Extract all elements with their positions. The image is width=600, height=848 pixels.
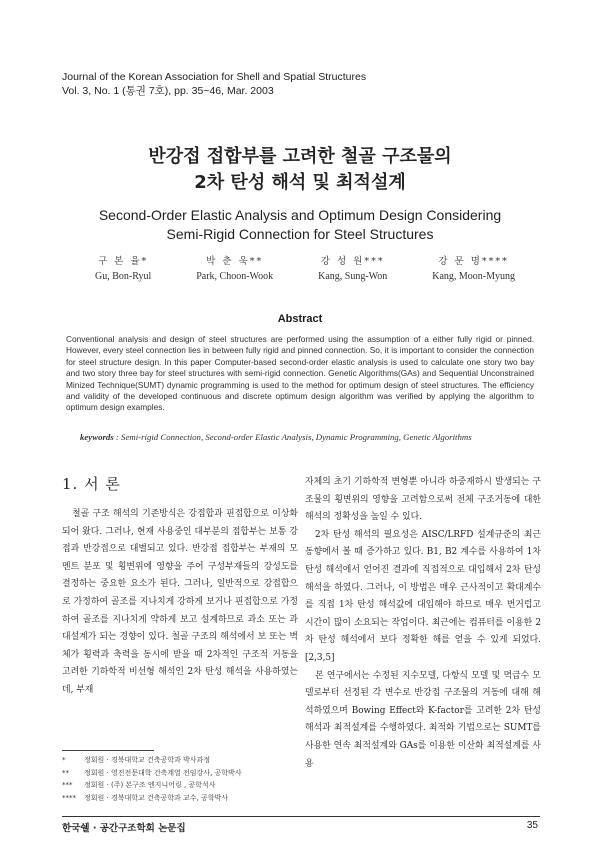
- body-paragraph-continued: 자체의 초기 기하학적 변형뿐 아니라 하중재하시 발생되는 구조물의 횡변위의 영향을 고려함으로써 전체 구조거동에 대한 해석의 정확성을 높일 수 있다.: [305, 477, 541, 523]
- footnote-divider: [62, 750, 154, 751]
- author-name-korean: 구 본 율*: [97, 256, 149, 267]
- body-paragraph: 본 연구에서는 수정된 지수모델, 다항식 모델 및 멱급수 모델로부터 선정된 각 변수로 반강접 구조물의 거동에 대해 해석하였으며 Bowing Effect와 K-factor를 고려한 2차 탄성 해석과 최적설계를 수행하였다. 최적화 기법으로는 SUMT를 사용한 연속 최적설계와 GAs를 이용한 이산화 최적설계를 사용: [305, 670, 541, 769]
- body-column-left: [62, 472, 298, 700]
- footnote-mark: **: [62, 768, 69, 777]
- author-list: [95, 254, 515, 284]
- author-name-korean: 박 춘 욱**: [206, 256, 264, 267]
- journal-name: Journal of the Korean Association for Shell and Spatial Structures: [62, 71, 367, 83]
- abstract-text: Conventional analysis and design of steel structures are performed using the assumption of a either fully rigid or pinned. However, every steel connection lies in between fully rigid and pinned connection. So, it is important to consider the connection for steel structure design. In this paper Computer-based second-order elastic analysis is used to calculate one story two bay and two story three bay for steel structures with semi-rigid connection. Genetic Algorithms(GAs) and Sequential Unconstrained Minized Technique(SUMT) dynamic programming is used to the method for optimum design of steel structures. The efficiency and validity of the developed continuous and discrete optimum design algorithm was verified by applying the algorithm to optimum design examples.: [66, 334, 534, 413]
- title-korean: [0, 144, 600, 196]
- author: [95, 254, 151, 284]
- footnote-text: 정회원 · 경북대학교 건축공학과 박사과정: [84, 756, 211, 764]
- title-english: [0, 206, 600, 244]
- footnote-text: 정회원 · 경북대학교 건축공학과 교수, 공학박사: [84, 793, 229, 802]
- footnote: [62, 754, 302, 767]
- body-column-right: [305, 474, 541, 773]
- footnotes: [62, 754, 302, 804]
- author: [196, 254, 273, 284]
- footer-rule: [62, 816, 540, 817]
- author-name-korean: 강 성 원***: [320, 256, 385, 267]
- author: [432, 254, 515, 284]
- footnote-mark: *: [62, 756, 66, 764]
- keywords: [80, 431, 540, 443]
- author: [318, 254, 387, 284]
- author-name-korean: 강 문 명****: [438, 256, 509, 267]
- journal-volume: Vol. 3, No. 1 (통권 7호), pp. 35~46, Mar. 2003: [62, 85, 274, 97]
- section-heading: 1. 서 론: [62, 475, 121, 493]
- footnote: [62, 779, 302, 792]
- footnote: [62, 767, 302, 780]
- page-number: 35: [526, 820, 538, 831]
- title-korean-line2: 2차 탄성 해석 및 최적설계: [194, 172, 406, 193]
- author-name-english: Kang, Moon-Myung: [432, 271, 515, 282]
- footnote-mark: ***: [62, 781, 73, 790]
- author-name-english: Kang, Sung-Won: [318, 271, 388, 282]
- footnote: [62, 792, 302, 805]
- abstract-heading: Abstract: [277, 313, 323, 325]
- title-english-line1: Second-Order Elastic Analysis and Optimum Design Considering: [98, 207, 502, 223]
- keywords-label: keywords: [80, 432, 114, 442]
- journal-header: [62, 70, 366, 98]
- footnote-mark: ****: [62, 793, 76, 802]
- author-name-english: Park, Choon-Wook: [196, 271, 274, 282]
- title-korean-line1: 반강접 접합부를 고려한 철골 구조물의: [148, 146, 452, 167]
- body-paragraph: 철골 구조 해석의 기존방식은 강접합과 핀접합으로 이상화되어 왔다. 그러나, 현재 사용중인 대부분의 접합부는 보통 강접과 반강접으로 대별되고 있다. 반강접 접합부는 부재의 모멘트 분포 및 횡변위에 영향을 주어 구성부재들의 강성도를 결정하는 중요한 요소가 된다. 그러나, 일반적으로 강접합으로 가정하여 골조를 지나치게 강하게 보거나 핀접합으로 가정하여 골조를 지나치게 약하게 보고 설계하므로 과소 또는 과대설계가 되는 경향이 있다. 철골 구조의 해석에서 보 또는 벽체가 횡력과 축력을 동시에 받을 때 2차적인 구조적 거동을 고려한 기하학적 비선형 해석인 2차 탄성 해석을 사용하였는데, 부재: [62, 509, 298, 695]
- footnote-text: 정회원 · (주) 본구조 엔지니어링 , 공학석사: [84, 781, 216, 790]
- footer-journal-name: 한국쉘 · 공간구조학회 논문집: [62, 823, 186, 834]
- body-paragraph: 2차 탄성 해석의 필요성은 AISC/LRFD 설계규준의 최근 동향에서 볼 때 증가하고 있다. B1, B2 계수를 사용하여 1차 탄성 해석에서 얻어진 결과에 직접적으로 대입해서 2차 탄성 해석을 하였다. 그러나, 이 방법은 매우 근사적이고 확대계수를 직접 1차 탄성 해석값에 대입해야 하므로 매우 번거럽고 시간이 많이 소요되는 작업이다. 최근에는 컴퓨터를 이용한 2차 탄성 해석에서 보다 정확한 해를 얻을 수 있게 되었다.[2,3,5]: [305, 529, 541, 663]
- footnote-text: 정회원 · 영진전문대학 건축계열 전임강사, 공학박사: [84, 768, 242, 777]
- keywords-text: : Semi-rigid Connection, Second-order Elastic Analysis, Dynamic Programming, Genetic Algorithms: [113, 432, 472, 442]
- title-english-line2: Semi-Rigid Connection for Steel Structures: [166, 226, 434, 242]
- author-name-english: Gu, Bon-Ryul: [95, 271, 152, 282]
